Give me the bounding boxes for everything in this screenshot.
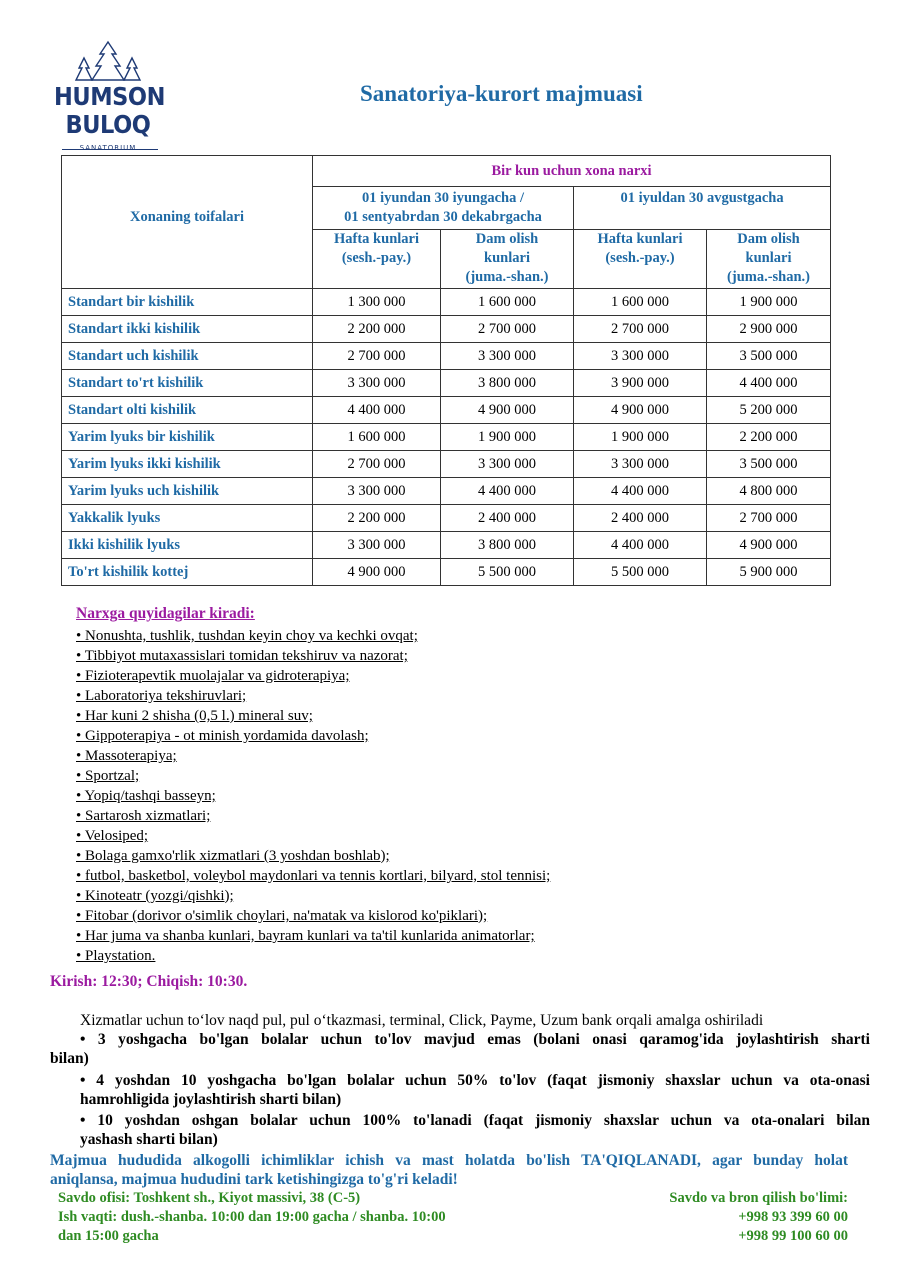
weekend-label: Dam olish (737, 231, 800, 247)
period1-header (313, 187, 574, 230)
working-hours-line2: dan 15:00 gacha (58, 1228, 159, 1244)
weekday-days: (sesh.-pay.) (605, 250, 675, 266)
included-service-item: • Playstation. (76, 948, 156, 964)
price-cell: 4 400 000 (441, 478, 574, 505)
price-cell: 1 600 000 (313, 424, 441, 451)
price-cell: 5 900 000 (707, 559, 831, 586)
price-cell: 1 900 000 (574, 424, 707, 451)
price-cell: 3 500 000 (707, 451, 831, 478)
price-row (62, 397, 831, 424)
price-cell: 2 700 000 (441, 316, 574, 343)
price-cell: 4 400 000 (574, 478, 707, 505)
included-service-item: • Har juma va shanba kunlari, bayram kunlari va ta'til kunlarida animatorlar; (76, 928, 535, 944)
weekend-days: (juma.-shan.) (465, 269, 549, 285)
price-cell: 2 200 000 (313, 505, 441, 532)
price-cell: 3 300 000 (574, 343, 707, 370)
child-policy-3-line1: • 10 yoshdan oshgan bolalar uchun 100% to'lanadi (faqat jismoniy shaxslar uchun va ota-onalari bilan (80, 1112, 870, 1129)
price-row (62, 343, 831, 370)
period1-line2: 01 sentyabrdan 30 dekabrgacha (344, 209, 542, 225)
working-hours-line1: Ish vaqti: dush.-shanba. 10:00 dan 19:00 gacha / shanba. 10:00 (58, 1209, 446, 1225)
included-service-item: • futbol, basketbol, voleybol maydonlari va tennis kortlari, bilyard, stol tennisi; (76, 868, 551, 884)
page-title: Sanatoriya-kurort majmuasi (360, 81, 643, 106)
included-service-item: • Fizioterapevtik muolajalar va gidroterapiya; (76, 668, 350, 684)
price-cell: 3 300 000 (441, 451, 574, 478)
price-cell: 5 500 000 (574, 559, 707, 586)
room-category: Standart to'rt kishilik (62, 370, 313, 397)
included-service-item: • Laboratoriya tekshiruvlari; (76, 688, 247, 704)
weekday-header (574, 230, 707, 289)
logo-word-buloq: BULOQ (65, 110, 151, 139)
price-cell: 1 600 000 (574, 289, 707, 316)
room-category: Ikki kishilik lyuks (62, 532, 313, 559)
price-row (62, 559, 831, 586)
price-cell: 2 900 000 (707, 316, 831, 343)
included-service-item: • Yopiq/tashqi basseyn; (76, 788, 216, 804)
room-category: Yakkalik lyuks (62, 505, 313, 532)
price-cell: 2 400 000 (574, 505, 707, 532)
included-service-item: • Bolaga gamxo'rlik xizmatlari (3 yoshdan boshlab); (76, 848, 390, 864)
price-cell: 3 800 000 (441, 532, 574, 559)
price-cell: 4 900 000 (574, 397, 707, 424)
weekend-label2: kunlari (484, 250, 530, 266)
price-row (62, 289, 831, 316)
humson-buloq-logo (48, 40, 168, 156)
price-cell: 5 500 000 (441, 559, 574, 586)
room-category: Yarim lyuks uch kishilik (62, 478, 313, 505)
price-row (62, 316, 831, 343)
weekend-label: Dam olish (475, 231, 539, 247)
price-header: Bir kun uchun xona narxi (313, 156, 831, 187)
price-cell: 2 400 000 (441, 505, 574, 532)
room-category: To'rt kishilik kottej (62, 559, 313, 586)
weekend-label2: kunlari (745, 250, 792, 266)
room-category: Yarim lyuks bir kishilik (62, 424, 313, 451)
room-category: Standart bir kishilik (62, 289, 313, 316)
price-cell: 4 400 000 (707, 370, 831, 397)
included-service-item: • Fitobar (dorivor o'simlik choylari, na'matak va kislorod ko'piklari); (76, 908, 488, 924)
price-cell: 3 300 000 (313, 370, 441, 397)
price-cell: 2 700 000 (707, 505, 831, 532)
room-category: Standart uch kishilik (62, 343, 313, 370)
price-row (62, 424, 831, 451)
included-service-item: • Velosiped; (76, 828, 149, 844)
weekend-days: (juma.-shan.) (727, 269, 811, 285)
price-cell: 3 900 000 (574, 370, 707, 397)
price-cell: 1 300 000 (313, 289, 441, 316)
included-service-item: • Gippoterapiya - ot minish yordamida davolash; (76, 728, 369, 744)
alcohol-warning-line1: Majmua hududida alkogolli ichimliklar ichish va mast holatda bo'lish TA'QIQLANADI, agar bunday holat (50, 1152, 848, 1169)
price-cell: 3 300 000 (313, 478, 441, 505)
included-service-item: • Massoterapiya; (76, 748, 177, 764)
price-row (62, 370, 831, 397)
weekend-header (441, 230, 574, 289)
included-service-item: • Har kuni 2 shisha (0,5 l.) mineral suv; (76, 708, 313, 724)
weekday-header (313, 230, 441, 289)
logo-word-humson: HUMSON (54, 82, 165, 111)
price-cell: 3 300 000 (441, 343, 574, 370)
room-category: Standart ikki kishilik (62, 316, 313, 343)
included-service-item: • Sportzal; (76, 768, 140, 784)
price-cell: 4 800 000 (707, 478, 831, 505)
period1-line1: 01 iyundan 30 iyungacha / (362, 190, 524, 206)
price-row (62, 451, 831, 478)
price-cell: 4 900 000 (313, 559, 441, 586)
alcohol-warning-line2: aniqlansa, majmua hududini tark ketishingizga to'g'ri keladi! (50, 1171, 458, 1188)
price-cell: 2 200 000 (707, 424, 831, 451)
price-cell: 5 200 000 (707, 397, 831, 424)
included-service-item: • Nonushta, tushlik, tushdan keyin choy va kechki ovqat; (76, 628, 418, 644)
included-service-item: • Kinoteatr (yozgi/qishki); (76, 888, 234, 904)
price-cell: 1 900 000 (707, 289, 831, 316)
price-cell: 2 700 000 (313, 343, 441, 370)
price-table (61, 155, 831, 586)
price-cell: 3 800 000 (441, 370, 574, 397)
price-cell: 3 500 000 (707, 343, 831, 370)
price-cell: 2 700 000 (313, 451, 441, 478)
price-cell: 2 200 000 (313, 316, 441, 343)
included-service-item: • Tibbiyot mutaxassislari tomidan tekshiruv va nazorat; (76, 648, 408, 664)
weekday-days: (sesh.-pay.) (341, 250, 412, 266)
child-policy-2-line2: hamrohligida joylashtirish sharti bilan) (80, 1091, 342, 1108)
included-service-item: • Sartarosh xizmatlari; (76, 808, 211, 824)
room-category: Standart olti kishilik (62, 397, 313, 424)
price-cell: 3 300 000 (313, 532, 441, 559)
pine-trees-icon (72, 40, 144, 82)
booking-department-label: Savdo va bron qilish bo'limi: (669, 1190, 848, 1206)
category-header: Xonaning toifalari (62, 156, 313, 289)
weekday-label: Hafta kunlari (597, 231, 683, 247)
logo-word-sanatorium: SANATORIUM (79, 144, 137, 152)
price-cell: 1 900 000 (441, 424, 574, 451)
child-policy-2-line1: • 4 yoshdan 10 yoshgacha bo'lgan bolalar uchun 50% to'lov (faqat jismoniy shaxslar uchun va ota-onasi (80, 1072, 870, 1089)
price-rows (62, 289, 831, 586)
includes-heading: Narxga quyidagilar kiradi: (76, 605, 255, 622)
price-row (62, 505, 831, 532)
price-cell: 4 900 000 (441, 397, 574, 424)
price-cell: 1 600 000 (441, 289, 574, 316)
price-cell: 2 700 000 (574, 316, 707, 343)
child-policy-3-line2: yashash sharti bilan) (80, 1131, 218, 1148)
price-cell: 3 300 000 (574, 451, 707, 478)
checkin-checkout: Kirish: 12:30; Chiqish: 10:30. (50, 973, 248, 990)
child-policy-1-line1: • 3 yoshgacha bo'lgan bolalar uchun to'lov mavjud emas (bolani onasi qaramog'ida joylashtirish sharti (80, 1031, 870, 1048)
price-row (62, 532, 831, 559)
phone-number-2: +998 99 100 60 00 (738, 1228, 848, 1244)
period2-header: 01 iyuldan 30 avgustgacha (574, 187, 831, 230)
price-row (62, 478, 831, 505)
child-policy-1-line2: bilan) (50, 1050, 89, 1067)
sales-office-address: Savdo ofisi: Toshkent sh., Kiyot massivi, 38 (C-5) (58, 1190, 361, 1206)
phone-number-1: +998 93 399 60 00 (738, 1209, 848, 1225)
price-cell: 4 400 000 (574, 532, 707, 559)
weekend-header (707, 230, 831, 289)
weekday-label: Hafta kunlari (334, 231, 419, 247)
price-cell: 4 400 000 (313, 397, 441, 424)
price-cell: 4 900 000 (707, 532, 831, 559)
room-category: Yarim lyuks ikki kishilik (62, 451, 313, 478)
payment-info: Xizmatlar uchun to‘lov naqd pul, pul o‘tkazmasi, terminal, Click, Payme, Uzum bank orqali amalga oshiriladi (80, 1012, 764, 1029)
